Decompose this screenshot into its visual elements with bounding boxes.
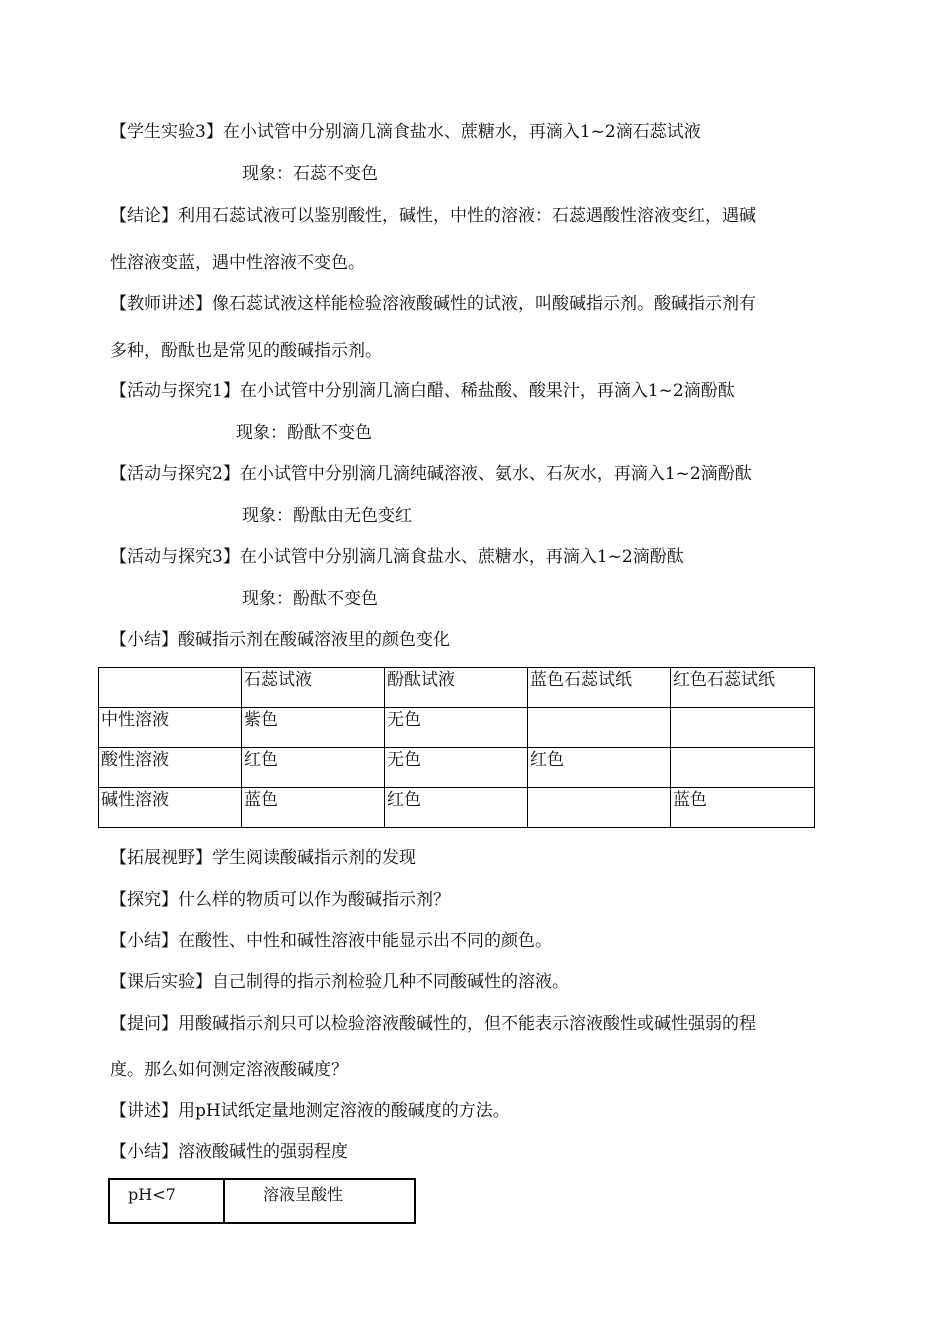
table-row bbox=[99, 788, 815, 828]
table-cell: 无色 bbox=[385, 748, 528, 788]
conclusion-line-1: 【结论】利用石蕊试液可以鉴别酸性，碱性，中性的溶液：石蕊遇酸性溶液变红，遇碱 bbox=[110, 206, 756, 226]
experiment-3-text: 【学生实验3】在小试管中分别滴几滴食盐水、蔗糖水，再滴入1~2滴石蕊试液 bbox=[110, 122, 701, 142]
narrate-text: 【讲述】用pH试纸定量地测定溶液的酸碱度的方法。 bbox=[110, 1101, 510, 1121]
table-row bbox=[99, 748, 815, 788]
expand-horizon-text: 【拓展视野】学生阅读酸碱指示剂的发现 bbox=[110, 848, 416, 868]
teacher-lecture-line-1: 【教师讲述】像石蕊试液这样能检验溶液酸碱性的试液，叫酸碱指示剂。酸碱指示剂有 bbox=[110, 294, 756, 314]
table-cell: 碱性溶液 bbox=[99, 788, 242, 828]
table-cell: 红色 bbox=[385, 788, 528, 828]
question-line-2: 度。那么如何测定溶液酸碱度？ bbox=[110, 1060, 348, 1080]
ph-result-cell: 溶液呈酸性 bbox=[224, 1179, 415, 1223]
table-row bbox=[99, 708, 815, 748]
table-cell: 蓝色 bbox=[671, 788, 815, 828]
table-cell bbox=[671, 708, 815, 748]
indicator-color-table bbox=[98, 667, 815, 828]
table-cell: 酸性溶液 bbox=[99, 748, 242, 788]
experiment-3-phenomenon: 现象：石蕊不变色 bbox=[242, 164, 378, 184]
table-cell: 蓝色 bbox=[242, 788, 385, 828]
activity-2-phenomenon: 现象：酚酞由无色变红 bbox=[242, 506, 412, 526]
table-cell bbox=[671, 748, 815, 788]
activity-3-phenomenon: 现象：酚酞不变色 bbox=[242, 589, 378, 609]
conclusion-line-2: 性溶液变蓝，遇中性溶液不变色。 bbox=[110, 253, 365, 273]
table-row bbox=[109, 1179, 415, 1223]
activity-2-text: 【活动与探究2】在小试管中分别滴几滴纯碱溶液、氨水、石灰水，再滴入1~2滴酚酞 bbox=[110, 464, 752, 484]
table-header-cell: 红色石蕊试纸 bbox=[671, 668, 815, 708]
ph-acidity-table bbox=[108, 1178, 416, 1224]
summary-1-text: 【小结】酸碱指示剂在酸碱溶液里的颜色变化 bbox=[110, 630, 450, 650]
table-cell: 红色 bbox=[528, 748, 671, 788]
summary-3-text: 【小结】溶液酸碱性的强弱程度 bbox=[110, 1142, 348, 1162]
summary-2-text: 【小结】在酸性、中性和碱性溶液中能显示出不同的颜色。 bbox=[110, 931, 552, 951]
question-line-1: 【提问】用酸碱指示剂只可以检验溶液酸碱性的，但不能表示溶液酸性或碱性强弱的程 bbox=[110, 1014, 756, 1034]
after-class-experiment-text: 【课后实验】自己制得的指示剂检验几种不同酸碱性的溶液。 bbox=[110, 972, 569, 992]
table-cell: 紫色 bbox=[242, 708, 385, 748]
table-header-cell: 酚酞试液 bbox=[385, 668, 528, 708]
activity-1-phenomenon: 现象：酚酞不变色 bbox=[236, 423, 372, 443]
table-header-cell bbox=[99, 668, 242, 708]
table-header-cell: 蓝色石蕊试纸 bbox=[528, 668, 671, 708]
table-header-cell: 石蕊试液 bbox=[242, 668, 385, 708]
activity-3-text: 【活动与探究3】在小试管中分别滴几滴食盐水、蔗糖水，再滴入1~2滴酚酞 bbox=[110, 547, 684, 567]
table-cell bbox=[528, 708, 671, 748]
table-header-row bbox=[99, 668, 815, 708]
table-cell: 红色 bbox=[242, 748, 385, 788]
explore-text: 【探究】什么样的物质可以作为酸碱指示剂？ bbox=[110, 890, 450, 910]
table-cell: 中性溶液 bbox=[99, 708, 242, 748]
ph-condition-cell: pH<7 bbox=[109, 1179, 224, 1223]
table-cell: 无色 bbox=[385, 708, 528, 748]
teacher-lecture-line-2: 多种，酚酞也是常见的酸碱指示剂。 bbox=[110, 341, 382, 361]
activity-1-text: 【活动与探究1】在小试管中分别滴几滴白醋、稀盐酸、酸果汁，再滴入1~2滴酚酞 bbox=[110, 381, 735, 401]
table-cell bbox=[528, 788, 671, 828]
